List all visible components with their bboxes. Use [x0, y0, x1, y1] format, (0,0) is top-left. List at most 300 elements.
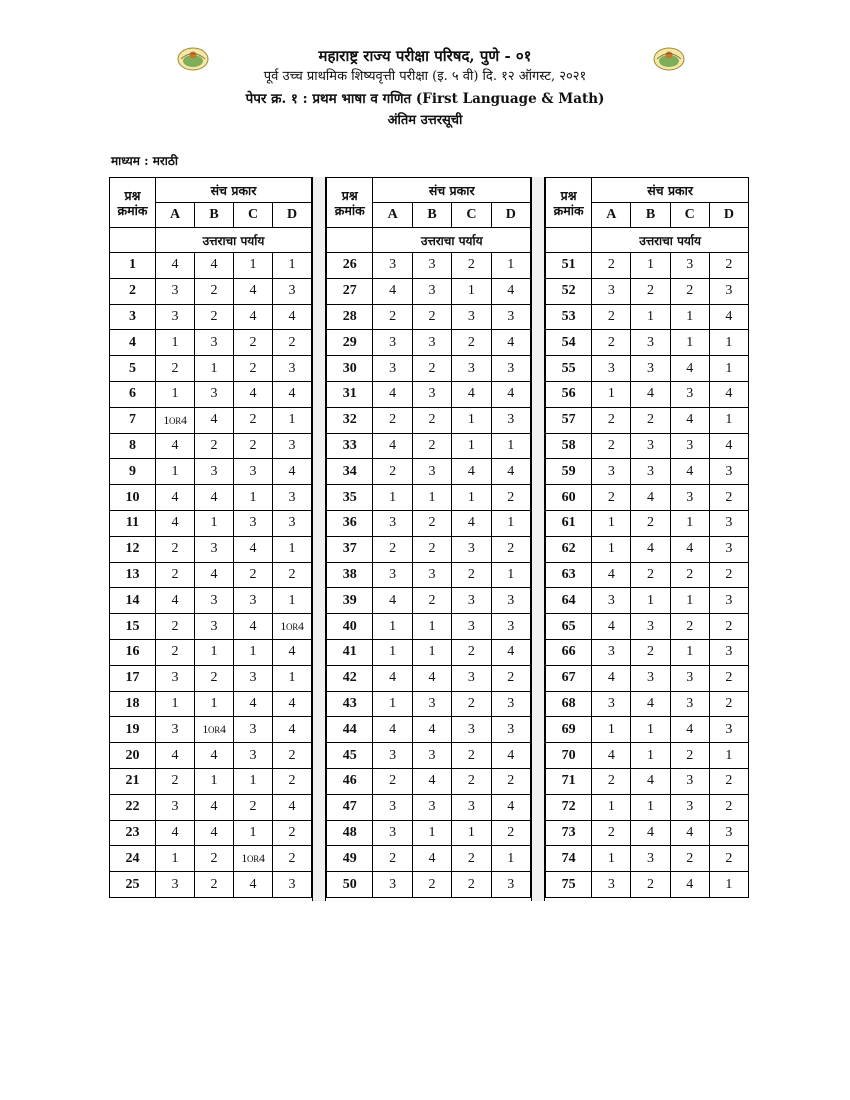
answer-cell: 2: [156, 639, 195, 665]
answer-cell: 3: [412, 253, 451, 279]
answer-cell: 2: [273, 768, 312, 794]
answer-cell: 4: [592, 665, 631, 691]
question-number: 51: [546, 253, 592, 279]
table-row: [110, 536, 312, 562]
answer-cell: 3: [412, 278, 451, 304]
answer-cell: 4: [156, 743, 195, 769]
answer-cell: 2: [491, 820, 530, 846]
answer-cell: 3: [373, 510, 412, 536]
answer-cell: 1: [273, 536, 312, 562]
answer-cell: 1: [195, 691, 234, 717]
answer-cell: 4: [631, 536, 670, 562]
answer-cell: 3: [412, 794, 451, 820]
question-number: 36: [327, 510, 373, 536]
question-number: 37: [327, 536, 373, 562]
question-number: 40: [327, 614, 373, 640]
answer-cell: 2: [373, 846, 412, 872]
answer-cell: 3: [195, 330, 234, 356]
table-row: [327, 562, 531, 588]
answer-cell: 1: [195, 356, 234, 382]
answer-cell: 2: [709, 691, 748, 717]
answer-cell: 4: [234, 872, 273, 898]
answer-cell: 2: [195, 665, 234, 691]
answer-cell: 1: [156, 330, 195, 356]
answer-cell: 3: [195, 614, 234, 640]
answer-cell: 3: [670, 768, 709, 794]
answer-table-block-3: [545, 177, 749, 898]
answer-cell: 3: [491, 614, 530, 640]
answer-cell: 3: [452, 536, 491, 562]
answer-cell: 3: [234, 743, 273, 769]
question-number: 57: [546, 407, 592, 433]
document-type: अंतिम उत्तरसूची: [387, 113, 463, 128]
answer-cell: 2: [452, 691, 491, 717]
table-row: [110, 794, 312, 820]
answer-cell: 2: [234, 330, 273, 356]
answer-cell: 4: [373, 588, 412, 614]
answer-cell: 3: [631, 356, 670, 382]
question-number: 69: [546, 717, 592, 743]
answer-cell: 3: [273, 510, 312, 536]
answer-cell: 1: [273, 253, 312, 279]
question-number: 65: [546, 614, 592, 640]
answer-cell: 2: [234, 433, 273, 459]
answer-cell: 1: [412, 639, 451, 665]
table-row: [110, 846, 312, 872]
question-number-header: प्रश्न क्रमांक: [546, 178, 592, 228]
answer-cell: 2: [412, 433, 451, 459]
question-number: 19: [110, 717, 156, 743]
answer-cell: 2: [156, 562, 195, 588]
answer-cell: 3: [709, 820, 748, 846]
question-number: 17: [110, 665, 156, 691]
answer-cell: 4: [631, 691, 670, 717]
answer-cell: 2: [452, 846, 491, 872]
answer-cell: 2: [273, 846, 312, 872]
answer-cell: 3: [709, 588, 748, 614]
table-row: [327, 330, 531, 356]
answer-cell: 1: [412, 614, 451, 640]
table-row: [546, 433, 749, 459]
set-column-header: C: [234, 203, 273, 228]
question-number: 60: [546, 485, 592, 511]
answer-cell: 4: [373, 433, 412, 459]
answer-cell: 2: [631, 639, 670, 665]
answer-cell: 1: [373, 639, 412, 665]
table-row: [546, 278, 749, 304]
question-number: 18: [110, 691, 156, 717]
answer-cell: 3: [592, 278, 631, 304]
table-row: [110, 820, 312, 846]
answer-cell: 4: [273, 691, 312, 717]
answer-cell: 1: [234, 485, 273, 511]
answer-cell: 4: [412, 665, 451, 691]
answer-cell: 4: [592, 614, 631, 640]
question-number: 63: [546, 562, 592, 588]
answer-cell: 2: [373, 304, 412, 330]
answer-cell: 4: [670, 872, 709, 898]
table-row: [546, 588, 749, 614]
answer-cell: 4: [273, 459, 312, 485]
answer-cell: 4: [412, 717, 451, 743]
table-row: [546, 536, 749, 562]
table-row: [327, 872, 531, 898]
answer-cell: 2: [412, 407, 451, 433]
answer-cell: 1OR4: [156, 407, 195, 433]
answer-cell: 4: [156, 485, 195, 511]
answer-cell: 1OR4: [195, 717, 234, 743]
answer-cell: 1: [670, 588, 709, 614]
answer-cell: 2: [452, 330, 491, 356]
question-number: 1: [110, 253, 156, 279]
answer-cell: 1: [452, 485, 491, 511]
exam-subtitle: पूर्व उच्च प्राथमिक शिष्यवृत्ती परीक्षा (इ. ५ वी) दि. १२ ऑगस्ट, २०२१: [263, 69, 587, 84]
question-number: 67: [546, 665, 592, 691]
question-number-header: प्रश्न क्रमांक: [327, 178, 373, 228]
answer-cell: 2: [631, 872, 670, 898]
table-row: [110, 304, 312, 330]
table-row: [110, 872, 312, 898]
answer-cell: 1: [234, 639, 273, 665]
question-number: 75: [546, 872, 592, 898]
question-number: 25: [110, 872, 156, 898]
answer-cell: 2: [491, 485, 530, 511]
answer-cell: 2: [452, 743, 491, 769]
answer-cell: 4: [373, 278, 412, 304]
answer-cell: 2: [592, 304, 631, 330]
question-number: 10: [110, 485, 156, 511]
table-row: [327, 691, 531, 717]
table-row: [546, 253, 749, 279]
answer-cell: 2: [156, 356, 195, 382]
set-column-header: A: [156, 203, 195, 228]
table-row: [327, 253, 531, 279]
answer-cell: 4: [156, 510, 195, 536]
answer-cell: 3: [631, 330, 670, 356]
question-number: 32: [327, 407, 373, 433]
question-number: 12: [110, 536, 156, 562]
answer-cell: 4: [592, 562, 631, 588]
table-row: [110, 588, 312, 614]
answer-cell: 3: [491, 407, 530, 433]
table-row: [546, 562, 749, 588]
question-number: 28: [327, 304, 373, 330]
answer-cell: 3: [373, 356, 412, 382]
question-number-header: प्रश्न क्रमांक: [110, 178, 156, 228]
question-number: 3: [110, 304, 156, 330]
answer-cell: 3: [273, 278, 312, 304]
answer-cell: 1: [195, 768, 234, 794]
table-row: [327, 459, 531, 485]
table-row: [110, 459, 312, 485]
question-number: 53: [546, 304, 592, 330]
set-column-header: D: [273, 203, 312, 228]
answer-cell: 3: [234, 459, 273, 485]
answer-cell: 1OR4: [273, 614, 312, 640]
answer-cell: 4: [670, 536, 709, 562]
table-row: [110, 614, 312, 640]
table-row: [546, 356, 749, 382]
question-number: 33: [327, 433, 373, 459]
answer-cell: 2: [412, 536, 451, 562]
answer-cell: 4: [156, 433, 195, 459]
answer-cell: 3: [452, 614, 491, 640]
answer-cell: 1: [592, 846, 631, 872]
answer-cell: 4: [195, 820, 234, 846]
answer-cell: 4: [156, 588, 195, 614]
answer-cell: 4: [195, 562, 234, 588]
answer-cell: 2: [373, 407, 412, 433]
answer-cell: 2: [273, 743, 312, 769]
answer-cell: 4: [234, 304, 273, 330]
answer-cell: 3: [709, 278, 748, 304]
question-number: 42: [327, 665, 373, 691]
table-row: [327, 768, 531, 794]
table-row: [546, 846, 749, 872]
table-row: [327, 485, 531, 511]
question-number: 55: [546, 356, 592, 382]
question-header-spacer: [546, 228, 592, 253]
answer-cell: 2: [273, 562, 312, 588]
table-row: [327, 304, 531, 330]
table-row: [327, 381, 531, 407]
set-column-header: D: [709, 203, 748, 228]
answer-cell: 2: [195, 304, 234, 330]
answer-cell: 3: [412, 691, 451, 717]
answer-cell: 3: [592, 588, 631, 614]
answer-cell: 4: [670, 820, 709, 846]
answer-cell: 2: [670, 562, 709, 588]
answer-cell: 4: [631, 485, 670, 511]
question-number: 13: [110, 562, 156, 588]
answer-cell: 4: [234, 536, 273, 562]
answer-cell: 3: [234, 510, 273, 536]
answer-cell: 3: [709, 536, 748, 562]
table-row: [327, 794, 531, 820]
answer-cell: 3: [412, 381, 451, 407]
question-number: 73: [546, 820, 592, 846]
question-number: 58: [546, 433, 592, 459]
answer-cell: 3: [491, 588, 530, 614]
answer-cell: 3: [412, 562, 451, 588]
answer-cell: 1: [156, 846, 195, 872]
answer-cell: 4: [491, 639, 530, 665]
question-number: 11: [110, 510, 156, 536]
question-number: 41: [327, 639, 373, 665]
answer-cell: 1: [491, 562, 530, 588]
answer-cell: 3: [412, 330, 451, 356]
answer-cell: 4: [452, 381, 491, 407]
answer-cell: 4: [709, 304, 748, 330]
table-row: [546, 381, 749, 407]
answer-cell: 3: [670, 381, 709, 407]
question-number: 49: [327, 846, 373, 872]
table-row: [546, 639, 749, 665]
answer-cell: 1: [631, 794, 670, 820]
question-number: 21: [110, 768, 156, 794]
answer-cell: 3: [156, 794, 195, 820]
answer-cell: 4: [592, 743, 631, 769]
table-row: [546, 872, 749, 898]
answer-cell: 1: [709, 330, 748, 356]
answer-cell: 2: [709, 253, 748, 279]
set-column-header: A: [592, 203, 631, 228]
answer-cell: 4: [234, 278, 273, 304]
question-number: 14: [110, 588, 156, 614]
table-row: [110, 691, 312, 717]
table-row: [327, 614, 531, 640]
question-number: 54: [546, 330, 592, 356]
answer-cell: 3: [709, 717, 748, 743]
answer-cell: 2: [592, 433, 631, 459]
question-number: 16: [110, 639, 156, 665]
set-type-header: संच प्रकार: [373, 178, 531, 203]
column-separator: [531, 177, 545, 901]
answer-cell: 4: [273, 381, 312, 407]
question-number: 7: [110, 407, 156, 433]
answer-cell: 4: [273, 639, 312, 665]
answer-cell: 4: [195, 253, 234, 279]
answer-cell: 4: [670, 717, 709, 743]
table-row: [546, 820, 749, 846]
answer-cell: 3: [491, 872, 530, 898]
answer-cell: 1: [670, 304, 709, 330]
answer-cell: 3: [273, 485, 312, 511]
table-row: [546, 717, 749, 743]
answer-cell: 2: [195, 846, 234, 872]
answer-cell: 3: [195, 381, 234, 407]
answer-cell: 1: [491, 510, 530, 536]
answer-cell: 4: [452, 510, 491, 536]
answer-cell: 4: [234, 691, 273, 717]
question-number: 5: [110, 356, 156, 382]
answer-cell: 2: [592, 485, 631, 511]
table-row: [327, 433, 531, 459]
answer-cell: 1: [234, 768, 273, 794]
answer-cell: 1: [631, 253, 670, 279]
answer-cell: 3: [670, 253, 709, 279]
table-row: [327, 407, 531, 433]
answer-cell: 4: [670, 407, 709, 433]
answer-cell: 4: [234, 614, 273, 640]
answer-cell: 3: [273, 872, 312, 898]
answer-cell: 3: [452, 794, 491, 820]
table-row: [546, 485, 749, 511]
answer-cell: 3: [592, 639, 631, 665]
answer-cell: 4: [273, 304, 312, 330]
question-number: 23: [110, 820, 156, 846]
question-number: 72: [546, 794, 592, 820]
answer-cell: 1: [709, 407, 748, 433]
answer-cell: 2: [631, 562, 670, 588]
answer-cell: 1: [592, 717, 631, 743]
question-number: 8: [110, 433, 156, 459]
answer-cell: 1: [452, 278, 491, 304]
answer-cell: 3: [452, 717, 491, 743]
answer-cell: 4: [491, 330, 530, 356]
table-row: [110, 433, 312, 459]
answer-cell: 4: [273, 794, 312, 820]
question-number: 62: [546, 536, 592, 562]
answer-cell: 2: [452, 872, 491, 898]
answer-cell: 3: [709, 459, 748, 485]
answer-cell: 4: [670, 356, 709, 382]
question-number: 68: [546, 691, 592, 717]
answer-cell: 4: [234, 381, 273, 407]
answer-cell: 2: [156, 536, 195, 562]
answer-cell: 4: [709, 433, 748, 459]
answer-cell: 3: [631, 614, 670, 640]
answer-cell: 3: [412, 743, 451, 769]
answer-cell: 1: [452, 407, 491, 433]
table-row: [327, 639, 531, 665]
table-row: [327, 846, 531, 872]
answer-cell: 3: [491, 717, 530, 743]
set-column-header: A: [373, 203, 412, 228]
answer-cell: 3: [452, 588, 491, 614]
answer-cell: 3: [412, 459, 451, 485]
set-type-header: संच प्रकार: [592, 178, 749, 203]
answer-cell: 3: [491, 356, 530, 382]
question-number: 50: [327, 872, 373, 898]
answer-cell: 3: [491, 304, 530, 330]
answer-cell: 2: [195, 872, 234, 898]
answer-cell: 1: [234, 253, 273, 279]
answer-cell: 2: [234, 407, 273, 433]
table-row: [546, 794, 749, 820]
table-row: [327, 356, 531, 382]
table-row: [327, 588, 531, 614]
answer-cell: 2: [452, 768, 491, 794]
answer-cell: 1: [709, 743, 748, 769]
set-column-header: D: [491, 203, 530, 228]
question-number: 15: [110, 614, 156, 640]
answer-cell: 1: [452, 433, 491, 459]
answer-cell: 4: [273, 717, 312, 743]
answer-cell: 2: [373, 536, 412, 562]
answer-cell: 3: [670, 794, 709, 820]
question-number: 46: [327, 768, 373, 794]
table-row: [327, 510, 531, 536]
answer-cell: 3: [670, 485, 709, 511]
answer-cell: 2: [592, 820, 631, 846]
answer-cell: 1: [592, 794, 631, 820]
answer-cell: 1: [156, 459, 195, 485]
answer-cell: 1: [670, 330, 709, 356]
answer-cell: 2: [452, 639, 491, 665]
answer-cell: 3: [273, 356, 312, 382]
question-number: 47: [327, 794, 373, 820]
question-number: 64: [546, 588, 592, 614]
answer-cell: 3: [156, 665, 195, 691]
answer-cell: 1: [670, 510, 709, 536]
answer-cell: 1: [373, 614, 412, 640]
answer-cell: 4: [491, 278, 530, 304]
answer-cell: 1: [631, 743, 670, 769]
answer-cell: 3: [670, 691, 709, 717]
answer-cell: 1: [491, 433, 530, 459]
answer-cell: 2: [491, 665, 530, 691]
answer-cell: 3: [195, 536, 234, 562]
answer-cell: 2: [592, 407, 631, 433]
answer-cell: 2: [156, 614, 195, 640]
answer-cell: 1: [273, 407, 312, 433]
set-column-header: B: [195, 203, 234, 228]
table-row: [327, 743, 531, 769]
paper-title: पेपर क्र. १ : प्रथम भाषा व गणित (First Language & Math): [245, 91, 605, 107]
question-number: 31: [327, 381, 373, 407]
answer-cell: 3: [709, 639, 748, 665]
